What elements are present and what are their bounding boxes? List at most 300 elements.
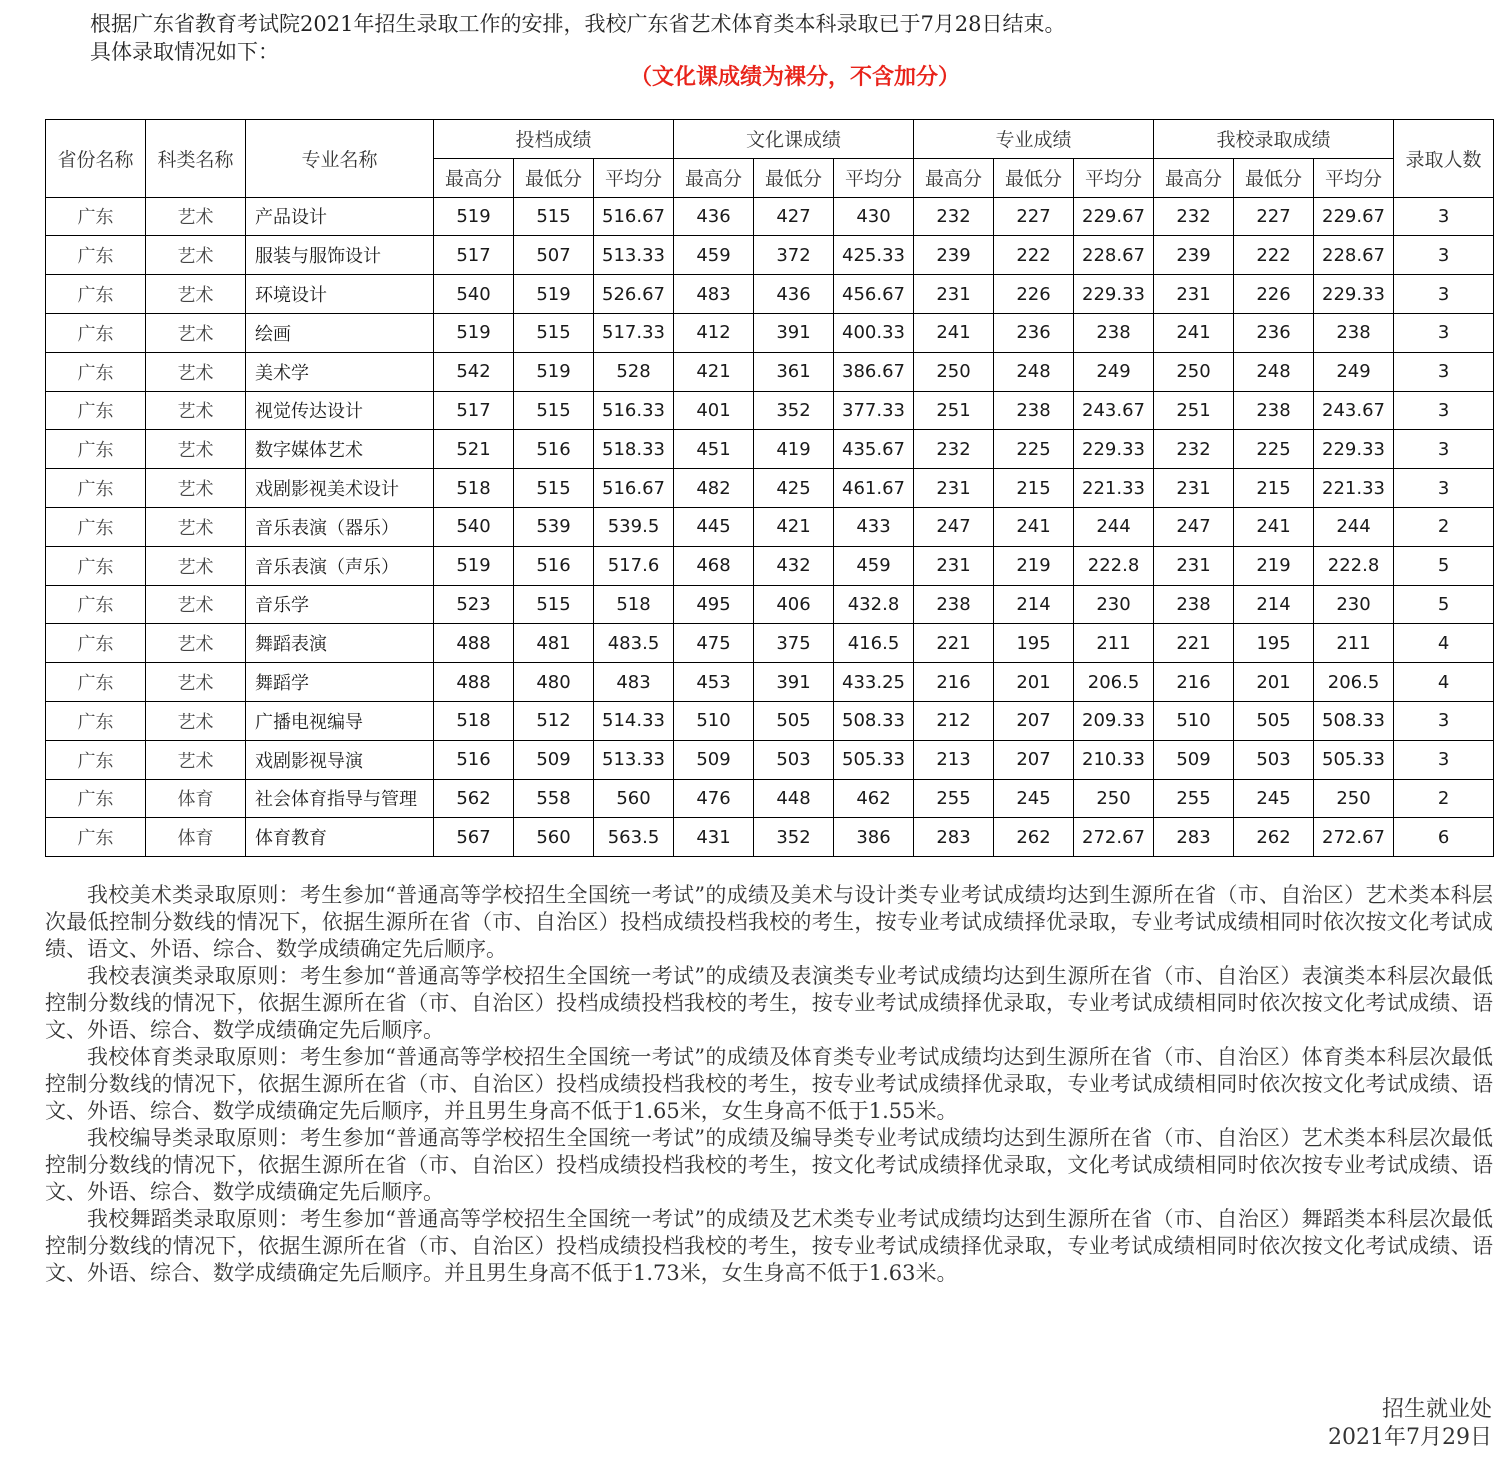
- cell-filing-avg: 563.5: [594, 818, 674, 857]
- cell-culture-max: 401: [674, 391, 754, 430]
- cell-filing-max: 519: [434, 313, 514, 352]
- cell-filing-avg: 516.67: [594, 197, 674, 236]
- cell-category: 体育: [146, 818, 246, 857]
- header-avg: 平均分: [594, 158, 674, 197]
- cell-filing-min: 509: [514, 740, 594, 779]
- cell-admission-avg: 230: [1314, 585, 1394, 624]
- cell-admission-max: 231: [1154, 546, 1234, 585]
- cell-culture-avg: 462: [834, 779, 914, 818]
- cell-culture-max: 436: [674, 197, 754, 236]
- cell-professional-max: 231: [914, 275, 994, 314]
- cell-professional-max: 247: [914, 507, 994, 546]
- cell-filing-min: 515: [514, 585, 594, 624]
- cell-professional-min: 227: [994, 197, 1074, 236]
- cell-filing-min: 507: [514, 236, 594, 275]
- cell-admission-max: 251: [1154, 391, 1234, 430]
- cell-culture-avg: 433: [834, 507, 914, 546]
- cell-culture-avg: 459: [834, 546, 914, 585]
- table-row: [46, 507, 1494, 546]
- cell-culture-avg: 433.25: [834, 663, 914, 702]
- cell-filing-min: 516: [514, 430, 594, 469]
- cell-professional-max: 239: [914, 236, 994, 275]
- cell-professional-max: 232: [914, 430, 994, 469]
- cell-culture-min: 391: [754, 663, 834, 702]
- cell-admission-max: 232: [1154, 430, 1234, 469]
- cell-professional-min: 225: [994, 430, 1074, 469]
- cell-admission-avg: 229.33: [1314, 275, 1394, 314]
- signature: [1328, 1396, 1492, 1452]
- table-header: [46, 120, 1494, 198]
- cell-culture-avg: 416.5: [834, 624, 914, 663]
- cell-professional-avg: 209.33: [1074, 701, 1154, 740]
- cell-category: 艺术: [146, 507, 246, 546]
- cell-culture-min: 352: [754, 391, 834, 430]
- cell-professional-max: 221: [914, 624, 994, 663]
- cell-filing-avg: 517.6: [594, 546, 674, 585]
- cell-culture-avg: 430: [834, 197, 914, 236]
- cell-culture-avg: 508.33: [834, 701, 914, 740]
- cell-category: 艺术: [146, 585, 246, 624]
- cell-admission-max: 283: [1154, 818, 1234, 857]
- cell-culture-min: 419: [754, 430, 834, 469]
- cell-professional-max: 231: [914, 469, 994, 508]
- cell-category: 艺术: [146, 275, 246, 314]
- cell-professional-avg: 229.67: [1074, 197, 1154, 236]
- header-avg: 平均分: [834, 158, 914, 197]
- cell-filing-avg: 516.33: [594, 391, 674, 430]
- rule-paragraph: 我校美术类录取原则：考生参加“普通高等学校招生全国统一考试”的成绩及美术与设计类专业考试成绩均达到生源所在省（市、自治区）艺术类本科层次最低控制分数线的情况下，依据生源所在省（市、自治区）投档成绩投档我校的考生，按专业考试成绩择优录取，专业考试成绩相同时依次按文化考试成绩、语文、外语、综合、数学成绩确定先后顺序。: [45, 883, 1493, 961]
- cell-category: 艺术: [146, 197, 246, 236]
- cell-culture-min: 375: [754, 624, 834, 663]
- cell-filing-max: 518: [434, 701, 514, 740]
- cell-count: 3: [1394, 430, 1494, 469]
- cell-admission-max: 247: [1154, 507, 1234, 546]
- header-max: 最高分: [434, 158, 514, 197]
- cell-major: 环境设计: [246, 275, 434, 314]
- cell-count: 3: [1394, 352, 1494, 391]
- cell-professional-avg: 221.33: [1074, 469, 1154, 508]
- cell-professional-avg: 249: [1074, 352, 1154, 391]
- cell-category: 艺术: [146, 236, 246, 275]
- cell-count: 2: [1394, 507, 1494, 546]
- cell-province: 广东: [46, 740, 146, 779]
- cell-culture-min: 436: [754, 275, 834, 314]
- cell-admission-avg: 244: [1314, 507, 1394, 546]
- cell-filing-avg: 517.33: [594, 313, 674, 352]
- cell-professional-min: 201: [994, 663, 1074, 702]
- cell-admission-max: 238: [1154, 585, 1234, 624]
- cell-professional-avg: 206.5: [1074, 663, 1154, 702]
- cell-culture-avg: 432.8: [834, 585, 914, 624]
- cell-professional-max: 255: [914, 779, 994, 818]
- table-row: [46, 779, 1494, 818]
- cell-culture-avg: 456.67: [834, 275, 914, 314]
- cell-major: 体育教育: [246, 818, 434, 857]
- cell-filing-max: 562: [434, 779, 514, 818]
- header-province: 省份名称: [46, 120, 146, 198]
- cell-major: 音乐表演（声乐）: [246, 546, 434, 585]
- header-avg: 平均分: [1074, 158, 1154, 197]
- table-row: [46, 663, 1494, 702]
- cell-admission-avg: 508.33: [1314, 701, 1394, 740]
- cell-admission-max: 216: [1154, 663, 1234, 702]
- cell-filing-max: 519: [434, 546, 514, 585]
- cell-admission-max: 231: [1154, 469, 1234, 508]
- table-row: [46, 701, 1494, 740]
- cell-professional-min: 248: [994, 352, 1074, 391]
- cell-province: 广东: [46, 275, 146, 314]
- cell-count: 5: [1394, 546, 1494, 585]
- cell-professional-avg: 228.67: [1074, 236, 1154, 275]
- header-major: 专业名称: [246, 120, 434, 198]
- cell-admission-avg: 505.33: [1314, 740, 1394, 779]
- cell-admission-avg: 238: [1314, 313, 1394, 352]
- cell-province: 广东: [46, 818, 146, 857]
- cell-professional-avg: 272.67: [1074, 818, 1154, 857]
- cell-filing-min: 515: [514, 197, 594, 236]
- cell-admission-min: 245: [1234, 779, 1314, 818]
- table-row: [46, 391, 1494, 430]
- cell-filing-max: 519: [434, 197, 514, 236]
- cell-professional-min: 214: [994, 585, 1074, 624]
- cell-professional-min: 241: [994, 507, 1074, 546]
- cell-culture-min: 425: [754, 469, 834, 508]
- cell-culture-max: 482: [674, 469, 754, 508]
- cell-culture-max: 476: [674, 779, 754, 818]
- cell-category: 艺术: [146, 546, 246, 585]
- cell-culture-avg: 400.33: [834, 313, 914, 352]
- signature-office: 招生就业处: [1381, 1397, 1492, 1422]
- table-row: [46, 430, 1494, 469]
- cell-admission-avg: 211: [1314, 624, 1394, 663]
- cell-filing-min: 515: [514, 313, 594, 352]
- cell-admission-min: 225: [1234, 430, 1314, 469]
- header-count: 录取人数: [1394, 120, 1494, 198]
- cell-category: 艺术: [146, 352, 246, 391]
- table-row: [46, 469, 1494, 508]
- cell-culture-min: 421: [754, 507, 834, 546]
- cell-filing-min: 519: [514, 275, 594, 314]
- cell-professional-avg: 243.67: [1074, 391, 1154, 430]
- table-row: [46, 197, 1494, 236]
- cell-province: 广东: [46, 197, 146, 236]
- cell-category: 体育: [146, 779, 246, 818]
- cell-culture-min: 427: [754, 197, 834, 236]
- cell-admission-min: 262: [1234, 818, 1314, 857]
- cell-culture-min: 505: [754, 701, 834, 740]
- cell-culture-avg: 425.33: [834, 236, 914, 275]
- cell-count: 5: [1394, 585, 1494, 624]
- cell-admission-avg: 229.33: [1314, 430, 1394, 469]
- cell-admission-min: 503: [1234, 740, 1314, 779]
- cell-admission-max: 231: [1154, 275, 1234, 314]
- cell-admission-min: 214: [1234, 585, 1314, 624]
- header-max: 最高分: [674, 158, 754, 197]
- cell-province: 广东: [46, 507, 146, 546]
- cell-filing-max: 542: [434, 352, 514, 391]
- cell-culture-max: 475: [674, 624, 754, 663]
- cell-province: 广东: [46, 546, 146, 585]
- cell-admission-avg: 243.67: [1314, 391, 1394, 430]
- cell-culture-min: 448: [754, 779, 834, 818]
- cell-filing-max: 517: [434, 391, 514, 430]
- cell-professional-avg: 222.8: [1074, 546, 1154, 585]
- header-min: 最低分: [754, 158, 834, 197]
- table-row: [46, 818, 1494, 857]
- cell-professional-max: 231: [914, 546, 994, 585]
- cell-professional-avg: 210.33: [1074, 740, 1154, 779]
- header-group-culture: 文化课成绩: [674, 120, 914, 159]
- intro-line-2: 具体录取情况如下：: [90, 40, 279, 64]
- header-min: 最低分: [514, 158, 594, 197]
- cell-culture-avg: 461.67: [834, 469, 914, 508]
- cell-professional-max: 250: [914, 352, 994, 391]
- table-row: [46, 236, 1494, 275]
- cell-admission-avg: 206.5: [1314, 663, 1394, 702]
- header-category: 科类名称: [146, 120, 246, 198]
- cell-count: 3: [1394, 701, 1494, 740]
- cell-category: 艺术: [146, 740, 246, 779]
- cell-filing-avg: 518: [594, 585, 674, 624]
- cell-province: 广东: [46, 585, 146, 624]
- cell-culture-max: 421: [674, 352, 754, 391]
- table-row: [46, 313, 1494, 352]
- header-group-professional: 专业成绩: [914, 120, 1154, 159]
- cell-major: 戏剧影视导演: [246, 740, 434, 779]
- cell-major: 舞蹈表演: [246, 624, 434, 663]
- cell-filing-max: 488: [434, 663, 514, 702]
- cell-admission-min: 241: [1234, 507, 1314, 546]
- cell-professional-min: 262: [994, 818, 1074, 857]
- cell-category: 艺术: [146, 313, 246, 352]
- cell-professional-min: 226: [994, 275, 1074, 314]
- cell-province: 广东: [46, 391, 146, 430]
- cell-professional-min: 207: [994, 740, 1074, 779]
- cell-province: 广东: [46, 430, 146, 469]
- table-row: [46, 352, 1494, 391]
- cell-count: 4: [1394, 663, 1494, 702]
- header-min: 最低分: [1234, 158, 1314, 197]
- cell-admission-max: 221: [1154, 624, 1234, 663]
- cell-filing-min: 515: [514, 469, 594, 508]
- cell-filing-avg: 528: [594, 352, 674, 391]
- cell-admission-max: 232: [1154, 197, 1234, 236]
- cell-culture-max: 453: [674, 663, 754, 702]
- cell-count: 3: [1394, 740, 1494, 779]
- cell-admission-avg: 221.33: [1314, 469, 1394, 508]
- cell-admission-min: 195: [1234, 624, 1314, 663]
- cell-admission-min: 201: [1234, 663, 1314, 702]
- cell-culture-avg: 435.67: [834, 430, 914, 469]
- cell-professional-avg: 211: [1074, 624, 1154, 663]
- cell-culture-avg: 386.67: [834, 352, 914, 391]
- cell-culture-min: 503: [754, 740, 834, 779]
- header-max: 最高分: [914, 158, 994, 197]
- cell-filing-min: 481: [514, 624, 594, 663]
- cell-major: 数字媒体艺术: [246, 430, 434, 469]
- cell-major: 绘画: [246, 313, 434, 352]
- cell-admission-max: 509: [1154, 740, 1234, 779]
- cell-professional-avg: 229.33: [1074, 430, 1154, 469]
- cell-professional-max: 241: [914, 313, 994, 352]
- cell-culture-max: 510: [674, 701, 754, 740]
- subtitle-note: （文化课成绩为裸分，不含加分）: [629, 65, 960, 90]
- cell-culture-avg: 386: [834, 818, 914, 857]
- cell-culture-min: 432: [754, 546, 834, 585]
- cell-culture-avg: 377.33: [834, 391, 914, 430]
- admission-rules: [45, 882, 1493, 1287]
- cell-filing-max: 521: [434, 430, 514, 469]
- cell-filing-max: 516: [434, 740, 514, 779]
- cell-major: 舞蹈学: [246, 663, 434, 702]
- cell-filing-max: 567: [434, 818, 514, 857]
- cell-filing-max: 518: [434, 469, 514, 508]
- cell-province: 广东: [46, 663, 146, 702]
- cell-province: 广东: [46, 313, 146, 352]
- table-body: [46, 197, 1494, 857]
- cell-culture-max: 468: [674, 546, 754, 585]
- rule-paragraph: 我校编导类录取原则：考生参加“普通高等学校招生全国统一考试”的成绩及编导类专业考试成绩均达到生源所在省（市、自治区）艺术类本科层次最低控制分数线的情况下，依据生源所在省（市、自治区）投档成绩投档我校的考生，按文化考试成绩择优录取，文化考试成绩相同时依次按专业考试成绩、语文、外语、综合、数学成绩确定先后顺序。: [45, 1126, 1493, 1204]
- cell-professional-min: 195: [994, 624, 1074, 663]
- cell-filing-min: 560: [514, 818, 594, 857]
- cell-filing-max: 540: [434, 275, 514, 314]
- cell-professional-max: 213: [914, 740, 994, 779]
- cell-professional-min: 236: [994, 313, 1074, 352]
- cell-professional-min: 219: [994, 546, 1074, 585]
- cell-admission-avg: 229.67: [1314, 197, 1394, 236]
- table-row: [46, 546, 1494, 585]
- cell-province: 广东: [46, 469, 146, 508]
- cell-filing-max: 540: [434, 507, 514, 546]
- cell-major: 音乐表演（器乐）: [246, 507, 434, 546]
- cell-professional-avg: 250: [1074, 779, 1154, 818]
- cell-admission-max: 510: [1154, 701, 1234, 740]
- cell-filing-min: 512: [514, 701, 594, 740]
- cell-category: 艺术: [146, 469, 246, 508]
- cell-filing-avg: 526.67: [594, 275, 674, 314]
- cell-admission-min: 219: [1234, 546, 1314, 585]
- cell-admission-min: 238: [1234, 391, 1314, 430]
- cell-professional-min: 245: [994, 779, 1074, 818]
- header-avg: 平均分: [1314, 158, 1394, 197]
- cell-admission-avg: 228.67: [1314, 236, 1394, 275]
- signature-date: 2021年7月29日: [1328, 1425, 1492, 1450]
- cell-admission-max: 239: [1154, 236, 1234, 275]
- cell-culture-max: 431: [674, 818, 754, 857]
- cell-count: 3: [1394, 197, 1494, 236]
- cell-province: 广东: [46, 624, 146, 663]
- cell-category: 艺术: [146, 663, 246, 702]
- cell-admission-min: 222: [1234, 236, 1314, 275]
- cell-culture-min: 352: [754, 818, 834, 857]
- cell-count: 3: [1394, 469, 1494, 508]
- cell-culture-max: 445: [674, 507, 754, 546]
- header-min: 最低分: [994, 158, 1074, 197]
- cell-professional-max: 283: [914, 818, 994, 857]
- cell-culture-min: 361: [754, 352, 834, 391]
- cell-culture-min: 406: [754, 585, 834, 624]
- cell-professional-avg: 229.33: [1074, 275, 1154, 314]
- cell-professional-max: 251: [914, 391, 994, 430]
- cell-count: 2: [1394, 779, 1494, 818]
- cell-major: 社会体育指导与管理: [246, 779, 434, 818]
- rule-paragraph: 我校舞蹈类录取原则：考生参加“普通高等学校招生全国统一考试”的成绩及艺术类专业考试成绩均达到生源所在省（市、自治区）舞蹈类本科层次最低控制分数线的情况下，依据生源所在省（市、自治区）投档成绩投档我校的考生，按专业考试成绩择优录取，专业考试成绩相同时依次按文化考试成绩、语文、外语、综合、数学成绩确定先后顺序。并且男生身高不低于1.73米，女生身高不低于1.63米。: [45, 1207, 1493, 1285]
- table-row: [46, 740, 1494, 779]
- table-row: [46, 275, 1494, 314]
- cell-professional-min: 238: [994, 391, 1074, 430]
- cell-professional-min: 222: [994, 236, 1074, 275]
- cell-filing-min: 516: [514, 546, 594, 585]
- table-row: [46, 624, 1494, 663]
- cell-culture-min: 372: [754, 236, 834, 275]
- cell-professional-avg: 230: [1074, 585, 1154, 624]
- cell-count: 3: [1394, 236, 1494, 275]
- cell-count: 3: [1394, 275, 1494, 314]
- cell-culture-min: 391: [754, 313, 834, 352]
- cell-major: 视觉传达设计: [246, 391, 434, 430]
- cell-professional-max: 238: [914, 585, 994, 624]
- cell-count: 6: [1394, 818, 1494, 857]
- cell-filing-avg: 560: [594, 779, 674, 818]
- cell-category: 艺术: [146, 701, 246, 740]
- cell-culture-max: 483: [674, 275, 754, 314]
- cell-professional-min: 215: [994, 469, 1074, 508]
- cell-admission-avg: 250: [1314, 779, 1394, 818]
- cell-culture-max: 451: [674, 430, 754, 469]
- cell-filing-min: 515: [514, 391, 594, 430]
- cell-professional-max: 212: [914, 701, 994, 740]
- cell-filing-avg: 513.33: [594, 236, 674, 275]
- rule-paragraph: 我校体育类录取原则：考生参加“普通高等学校招生全国统一考试”的成绩及体育类专业考试成绩均达到生源所在省（市、自治区）体育类本科层次最低控制分数线的情况下，依据生源所在省（市、自治区）投档成绩投档我校的考生，按专业考试成绩择优录取，专业考试成绩相同时依次按文化考试成绩、语文、外语、综合、数学成绩确定先后顺序，并且男生身高不低于1.65米，女生身高不低于1.55米。: [45, 1045, 1493, 1123]
- cell-filing-avg: 514.33: [594, 701, 674, 740]
- cell-admission-min: 505: [1234, 701, 1314, 740]
- cell-admission-max: 250: [1154, 352, 1234, 391]
- cell-province: 广东: [46, 236, 146, 275]
- cell-admission-avg: 222.8: [1314, 546, 1394, 585]
- cell-admission-avg: 272.67: [1314, 818, 1394, 857]
- cell-filing-max: 488: [434, 624, 514, 663]
- cell-count: 3: [1394, 391, 1494, 430]
- cell-filing-avg: 518.33: [594, 430, 674, 469]
- cell-admission-max: 255: [1154, 779, 1234, 818]
- cell-culture-avg: 505.33: [834, 740, 914, 779]
- cell-professional-min: 207: [994, 701, 1074, 740]
- cell-professional-max: 216: [914, 663, 994, 702]
- intro-line-1: 根据广东省教育考试院2021年招生录取工作的安排，我校广东省艺术体育类本科录取已于7月28日结束。: [90, 12, 1066, 36]
- header-row-groups: [46, 120, 1494, 159]
- cell-admission-min: 248: [1234, 352, 1314, 391]
- cell-culture-max: 459: [674, 236, 754, 275]
- cell-category: 艺术: [146, 624, 246, 663]
- cell-culture-max: 509: [674, 740, 754, 779]
- cell-major: 广播电视编导: [246, 701, 434, 740]
- cell-admission-min: 226: [1234, 275, 1314, 314]
- cell-filing-min: 480: [514, 663, 594, 702]
- cell-major: 音乐学: [246, 585, 434, 624]
- cell-professional-max: 232: [914, 197, 994, 236]
- intro: [90, 10, 1490, 66]
- cell-major: 产品设计: [246, 197, 434, 236]
- cell-filing-min: 519: [514, 352, 594, 391]
- cell-admission-max: 241: [1154, 313, 1234, 352]
- cell-culture-max: 412: [674, 313, 754, 352]
- cell-major: 服装与服饰设计: [246, 236, 434, 275]
- cell-filing-avg: 516.67: [594, 469, 674, 508]
- cell-filing-min: 558: [514, 779, 594, 818]
- header-max: 最高分: [1154, 158, 1234, 197]
- cell-filing-min: 539: [514, 507, 594, 546]
- cell-filing-avg: 483.5: [594, 624, 674, 663]
